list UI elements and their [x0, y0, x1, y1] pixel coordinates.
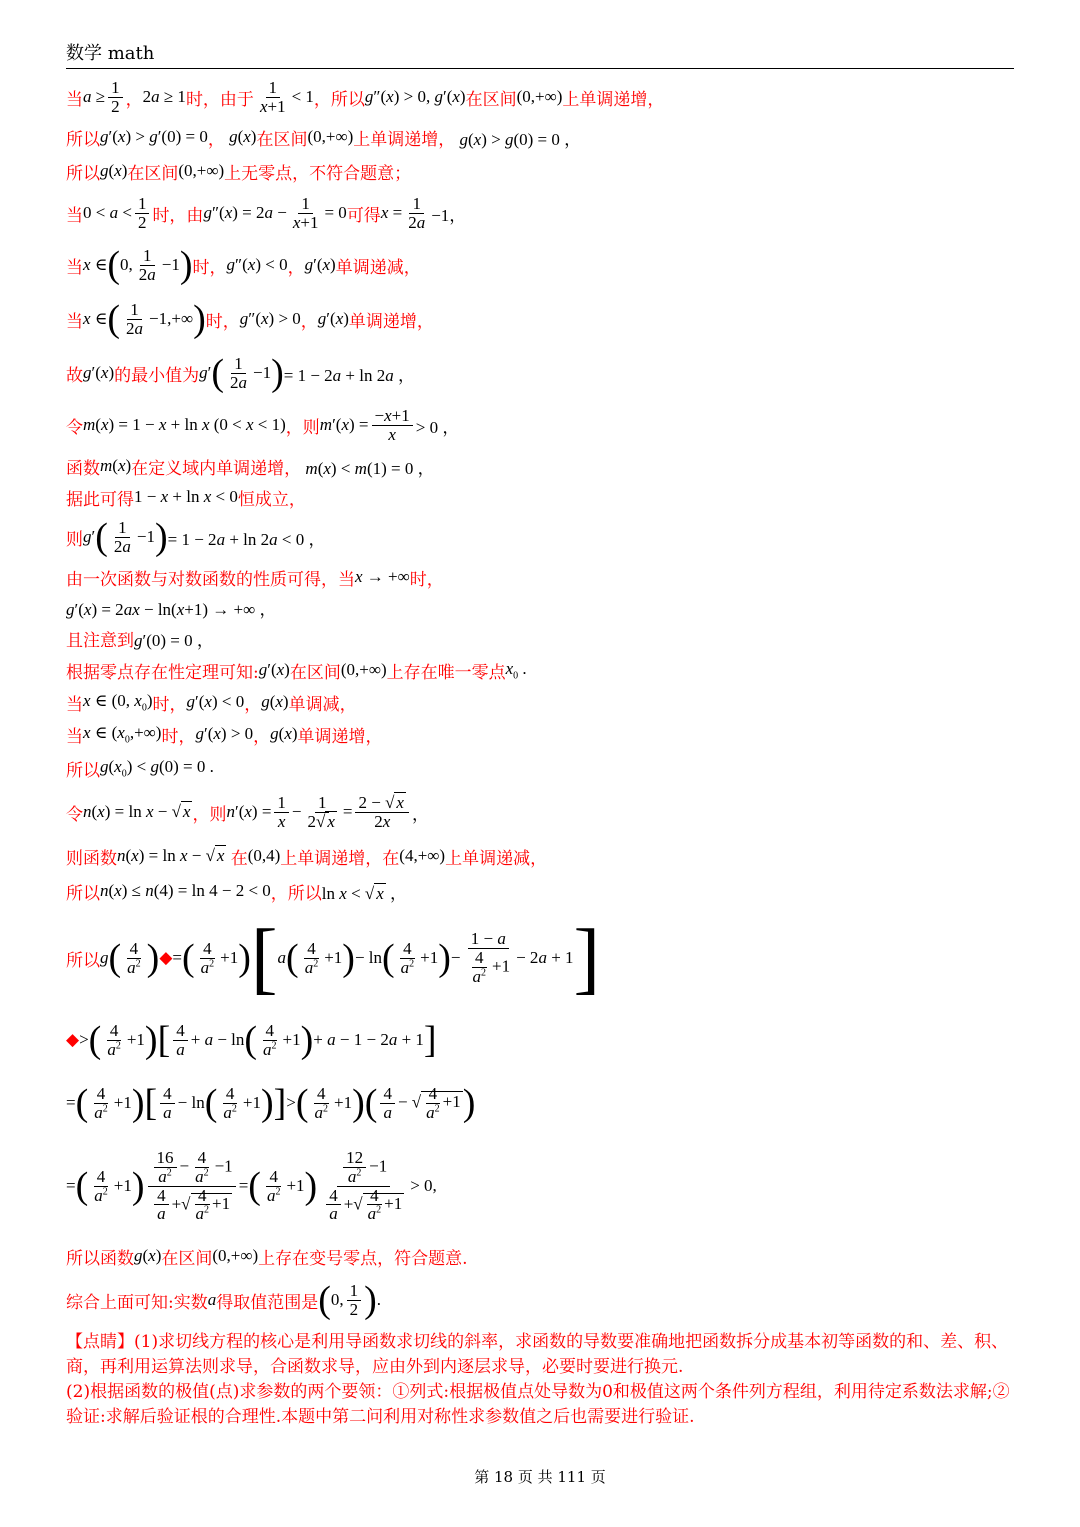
math-line: ◆ > ( $\frac{4}{a^2}$ +1 ) [ $\frac{4}{a}$ + a − ln ( $\frac{4}{a^2}$ +1 ) + a − 1 − 2a + 1 ] — [66, 1019, 437, 1061]
math-line: 由一次函数与对数函数的性质可得，当 x → +∞ 时， — [66, 567, 444, 590]
math-line: 所以 g(x) 在区间 (0,+∞) 上无零点，不符合题意； — [66, 161, 412, 184]
page-header — [66, 40, 1014, 69]
key-point-note — [66, 1330, 1016, 1430]
note-paragraph-2: (2)根据函数的极值(点)求参数的两个要领：①列式:根据极值点处导数为0和极值这两个条件列方程组，利用待定系数法求解;②验证:求解后验证根的合理性.本题中第二问利用对称性求参数值之后也需要进行验证. — [66, 1382, 1010, 1427]
math-line: 根据零点存在性定理可知: g′(x) 在区间 (0,+∞) 上存在唯一零点 $x_0$ . — [66, 658, 527, 683]
math-line: = ( $\frac{4}{a^2}$ +1 ) [ $\frac{4}{a}$ − ln ( $\frac{4}{a^2}$ +1 ) ] > ( $\frac{4}{a^2}$ +1 ) ( $\frac{4}{a}$ − √ $\frac{4}{a^2}$ +1 ) — [66, 1082, 476, 1124]
math-line: 当 a ≥ $\frac{1}{2}$ ， 2a ≥ 1 时，由于 $\frac{1}{x+1}$ < 1 ，所以 g″(x) > 0, g′(x) 在区间 (0,+∞) 上单调递增， — [66, 77, 665, 116]
math-line: 当 x ∈ $(x_0,+\infty)$ 时， g′(x) > 0 ， g(x) 单调递增， — [66, 722, 383, 747]
math-line: 所以 g ( $\frac{4}{a^2}$ ) ◆ = ( $\frac{4}{a^2}$ +1 ) [ a ( $\frac{4}{a^2}$ +1 ) − ln ( $\frac{4}{a^2}$ +1 ) − 1 − a $\frac{4}{a^2}$ +1 − 2a + 1 ] — [66, 914, 601, 1002]
math-line: 则函数 n(x) = ln x − √ x 在 (0,4) 上单调递增，在 (4,+∞) 上单调递减， — [66, 846, 548, 869]
math-line: 当 0 < a < $\frac{1}{2}$ 时，由 g″(x) = 2a − $\frac{1}{x+1}$ = 0 可得 x = $\frac{1}{2a}$ −1， — [66, 193, 467, 232]
page-footer: 第 18 页 共 111 页 — [474, 1468, 606, 1486]
math-line: 当 x ∈ (0, $x_0$) 时， g′(x) < 0 ， g(x) 单调减， — [66, 690, 357, 715]
math-line: 故 g′(x) 的最小值为 g′ ( $\frac{1}{2a}$ −1 ) = 1 − 2a + ln 2a ， — [66, 352, 415, 394]
math-line: 所以函数 g(x) 在区间 (0,+∞) 上存在变号零点，符合题意. — [66, 1246, 468, 1269]
math-line: 当 x ∈ ( 0, $\frac{1}{2a}$ −1 ) 时， g″(x) < 0 ， g′(x) 单调递减， — [66, 244, 421, 286]
math-line: 所以 $g(x_0) < g(0) = 0$ . — [66, 756, 214, 781]
subject-label: 数学 math — [66, 43, 155, 64]
math-line: g′(x) = 2ax − ln(x+1) → +∞ ， — [66, 599, 277, 619]
math-line: 令 m(x) = 1 − x + ln x (0 < x < 1) ，则 m′(x) = $\frac{-x+1}{x}$ > 0 ， — [66, 405, 460, 444]
math-line: 所以 n(x) ≤ n(4) = ln 4 − 2 < 0 ，所以 ln x < √ x ， — [66, 881, 408, 904]
math-line: 所以 g′(x) > g′(0) = 0 ， g(x) 在区间 (0,+∞) 上单调递增， g(x) > g(0) = 0 ， — [66, 127, 582, 150]
math-line: = ( $\frac{4}{a^2}$ +1 ) $\frac{16}{a^2}$ − $\frac{4}{a^2}$ −1 $\frac{4}{a}$ +√ $\frac{4}{a^2}$ +1 = ( $\frac{4}{a^2}$ +1 ) $\frac{12}{a^2}$ −1 $\frac{4}{a}$ +√ $\frac{4}{a^2}$ +1 > 0, — [66, 1147, 437, 1224]
math-line: 则 g′ ( $\frac{1}{2a}$ −1 ) = 1 − 2a + ln 2a < 0 ， — [66, 516, 326, 558]
math-line: 令 n(x) = ln x − √ x ，则 n′(x) = $\frac{1}{x}$ − $\frac{1}{2√ x}$ = $\frac{2 - √ x}{2x}$ ， — [66, 792, 429, 831]
solution-content — [66, 74, 1016, 1430]
math-line: 且注意到 g′(0) = 0 ， — [66, 630, 214, 651]
math-line: 据此可得 1 − x + ln x < 0 恒成立， — [66, 487, 306, 510]
note-paragraph-1: 【点睛】(1)求切线方程的核心是利用导函数求切线的斜率，求函数的导数要准确地把函数拆分成基本初等函数的和、差、积、商，再利用运算法则求导，合函数求导，应由外到内逐层求导，必要时要进行换元. — [66, 1332, 1009, 1377]
math-line: 函数 m(x) 在定义域内单调递增， m(x) < m(1) = 0 ， — [66, 456, 435, 479]
math-line: 当 x ∈ ( $\frac{1}{2a}$ −1,+∞ ) 时， g″(x) > 0 ， g′(x) 单调递增， — [66, 298, 434, 340]
math-line: 综合上面可知:实数 a 得取值范围是 ( 0, $\frac{1}{2}$ ) . — [66, 1279, 382, 1321]
